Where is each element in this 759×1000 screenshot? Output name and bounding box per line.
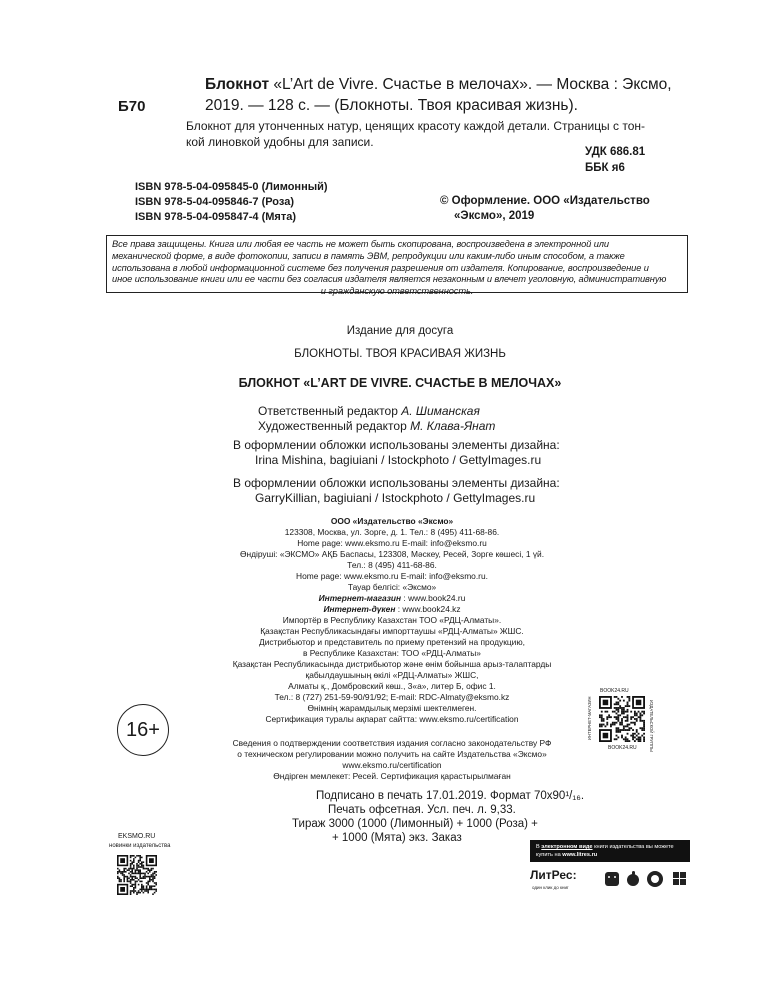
cover-credits-1 (233, 438, 560, 468)
litres-site-link: www.litres.ru (562, 852, 598, 858)
annotation-line2: кой линовкой удобны для записи. (186, 135, 374, 149)
book24-qr-side-left: ИНТЕРНЕТ-МАГАЗИН (587, 696, 592, 740)
bibliographic-entry (205, 74, 672, 116)
certification-line: www.eksmo.ru/certification (342, 760, 442, 770)
print-line: Тираж 3000 (1000 (Лимонный) + 1000 (Роза) + (292, 818, 538, 830)
publisher-line: 123308, Москва, ул. Зорге, д. 1. Тел.: 8 (495) 411-68-86. (284, 527, 500, 537)
print-line: + 1000 (Мята) экз. Заказ (332, 832, 462, 844)
print-line: Подписано в печать 17.01.2019. Формат 70х90¹/₁₆. (316, 790, 585, 802)
editor-label: Ответственный редактор (258, 404, 402, 418)
banner-text: купить на (536, 852, 563, 858)
cover-credit-title: В оформлении обложки использованы элементы дизайна: (233, 476, 560, 490)
cover-credit-title: В оформлении обложки использованы элементы дизайна: (233, 438, 560, 452)
publisher-line: Қазақстан Республикасындағы импорттаушы «РДЦ-Алматы» ЖШС. (260, 626, 524, 636)
publisher-line: Тел.: 8 (495) 411-68-86. (347, 560, 437, 570)
banner-text: книги издательства вы можете (592, 844, 674, 850)
windows-icon (673, 872, 686, 885)
banner-text: В (536, 844, 542, 850)
isbn-rose: ISBN 978-5-04-095846-7 (Роза) (135, 196, 294, 208)
editor-name: А. Шиманская (401, 404, 480, 418)
rights-line: использована в любой информационной системе без получения разрешения от издателя. Копирование, воспроизведение и (112, 262, 649, 273)
publisher-line: ООО «Издательство «Эксмо» (330, 516, 454, 526)
publisher-line: Home page: www.eksmo.ru E-mail: info@eksmo.ru. (296, 571, 488, 581)
publisher-line: Интернет-магазин : www.book24.ru (318, 593, 466, 603)
publisher-line: Өндіруші: «ЭКСМО» АҚБ Баспасы, 123308, Мәскеу, Ресей, Зорге көшесі, 1 үй. (239, 549, 545, 559)
book24-qr-label-bottom: BOOK24.RU (608, 745, 637, 751)
cover-credits-2 (233, 476, 560, 506)
shelf-code: Б70 (118, 98, 146, 115)
print-line: Печать офсетная. Усл. печ. л. 9,33. (328, 804, 516, 816)
series-name: БЛОКНОТЫ. ТВОЯ КРАСИВАЯ ЖИЗНЬ (294, 348, 506, 360)
windows-phone-icon (647, 871, 663, 887)
book-title: БЛОКНОТ «L’ART DE VIVRE. СЧАСТЬЕ В МЕЛОЧАХ» (238, 376, 562, 390)
publisher-line: Алматы қ., Домбровский көш., 3«а», литер Б, офис 1. (288, 681, 496, 691)
entry-title-rest: «L’Art de Vivre. Счастье в мелочах». — Москва : Эксмо, (269, 76, 672, 93)
publisher-line: Тел.: 8 (727) 251-59-90/91/92; E-mail: RDC-Almaty@eksmo.kz (274, 692, 510, 702)
rights-line: механической форме, в виде фотокопии, записи в память ЭВМ, репродукции или каким-либо иным способом, а также (112, 250, 625, 261)
litres-tagline: один клик до книг (532, 885, 569, 890)
edition-type: Издание для досуга (346, 325, 454, 337)
platform-icons (603, 869, 691, 894)
publisher-line: Сертификация туралы ақпарат сайтта: www.eksmo.ru/certification (265, 714, 519, 724)
isbn-mint: ISBN 978-5-04-095847-4 (Мята) (135, 211, 296, 223)
entry-line2: 2019. — 128 с. — (Блокноты. Твоя красивая жизнь). (205, 97, 578, 114)
entry-title-bold: Блокнот (205, 76, 270, 93)
publisher-line: в Республике Казахстан: ТОО «РДЦ-Алматы» (303, 648, 481, 658)
udk-code: УДК 686.81 (585, 146, 646, 158)
copyright-line1: © Оформление. ООО «Издательство (440, 195, 650, 207)
copyright (440, 194, 650, 224)
bbk-code: ББК я6 (585, 162, 625, 174)
android-icon (605, 872, 619, 886)
litres-banner[interactable] (530, 840, 690, 862)
publisher-line: Дистрибьютор и представитель по приему претензий на продукцию, (259, 637, 525, 647)
litres-logo[interactable]: ЛитРес: (530, 868, 577, 882)
publisher-info (200, 516, 584, 725)
isbn-lemon: ISBN 978-5-04-095845-0 (Лимонный) (135, 181, 328, 193)
eksmo-qr-sublabel: новинки издательства (109, 843, 171, 849)
publisher-line: Қазақстан Республикасында дистрибьютор және өнім бойынша арыз-талаптарды (232, 659, 552, 669)
age-rating-badge: 16+ (117, 704, 169, 756)
publisher-line: Интернет-дүкен : www.book24.kz (323, 604, 461, 614)
art-editor-label: Художественный редактор (258, 419, 411, 433)
editors (258, 404, 495, 434)
apple-icon (627, 871, 639, 886)
publisher-line: Импортёр в Республику Казахстан ТОО «РДЦ-Алматы». (282, 615, 502, 625)
cover-credit-names: GarryKillian, bagiuiani / Istockphoto / GettyImages.ru (255, 491, 536, 505)
publisher-line: Өнімнің жарамдылық мерзімі шектелмеген. (307, 703, 477, 713)
eksmo-qr-label: EKSMO.RU (118, 833, 156, 840)
copyright-line2: «Эксмо», 2019 (454, 210, 535, 222)
book24-qr-code[interactable] (599, 696, 645, 742)
certification-line: о техническом регулировании можно получить на сайте Издательства «Эксмо» (237, 749, 547, 759)
annotation-line1: Блокнот для утонченных натур, ценящих красоту каждой детали. Страницы с тон- (186, 119, 646, 133)
publisher-line: Тауар белгісі: «Эксмо» (347, 582, 437, 592)
certification-line: Өндірген мемлекет: Ресей. Сертификация қарастырылмаған (273, 771, 511, 781)
rights-line: и гражданскую ответственность. (320, 286, 474, 297)
cover-credit-names: Irina Mishina, bagiuiani / Istockphoto / GettyImages.ru (255, 453, 542, 467)
book24-qr-label-top: BOOK24.RU (600, 688, 629, 694)
publisher-line: Home page: www.eksmo.ru E-mail: info@eksmo.ru (297, 538, 487, 548)
publisher-line: қабылдаушының өкілі «РДЦ-Алматы» ЖШС, (305, 670, 479, 680)
classification-codes (585, 144, 645, 176)
print-info (288, 789, 584, 845)
eksmo-qr-code[interactable] (117, 855, 157, 895)
rights-notice (106, 235, 688, 297)
rights-line: иное использование книги или ее части без согласия издателя является незаконным и влечет уголовную, административную (112, 274, 667, 285)
banner-link: электронном виде (541, 844, 593, 850)
art-editor-name: М. Клава-Янат (410, 419, 496, 433)
isbn-list (135, 180, 328, 225)
rights-line: Все права защищены. Книга или любая ее часть не может быть скопирована, воспроизведена в электронной или (112, 239, 609, 249)
certification-info (200, 738, 584, 782)
certification-line: Сведения о подтверждении соответствия издания согласно законодательству РФ (232, 738, 552, 748)
book24-qr-side-right: ИЗДАТЕЛЬСКОЙ ГРУППЫ (649, 700, 654, 752)
